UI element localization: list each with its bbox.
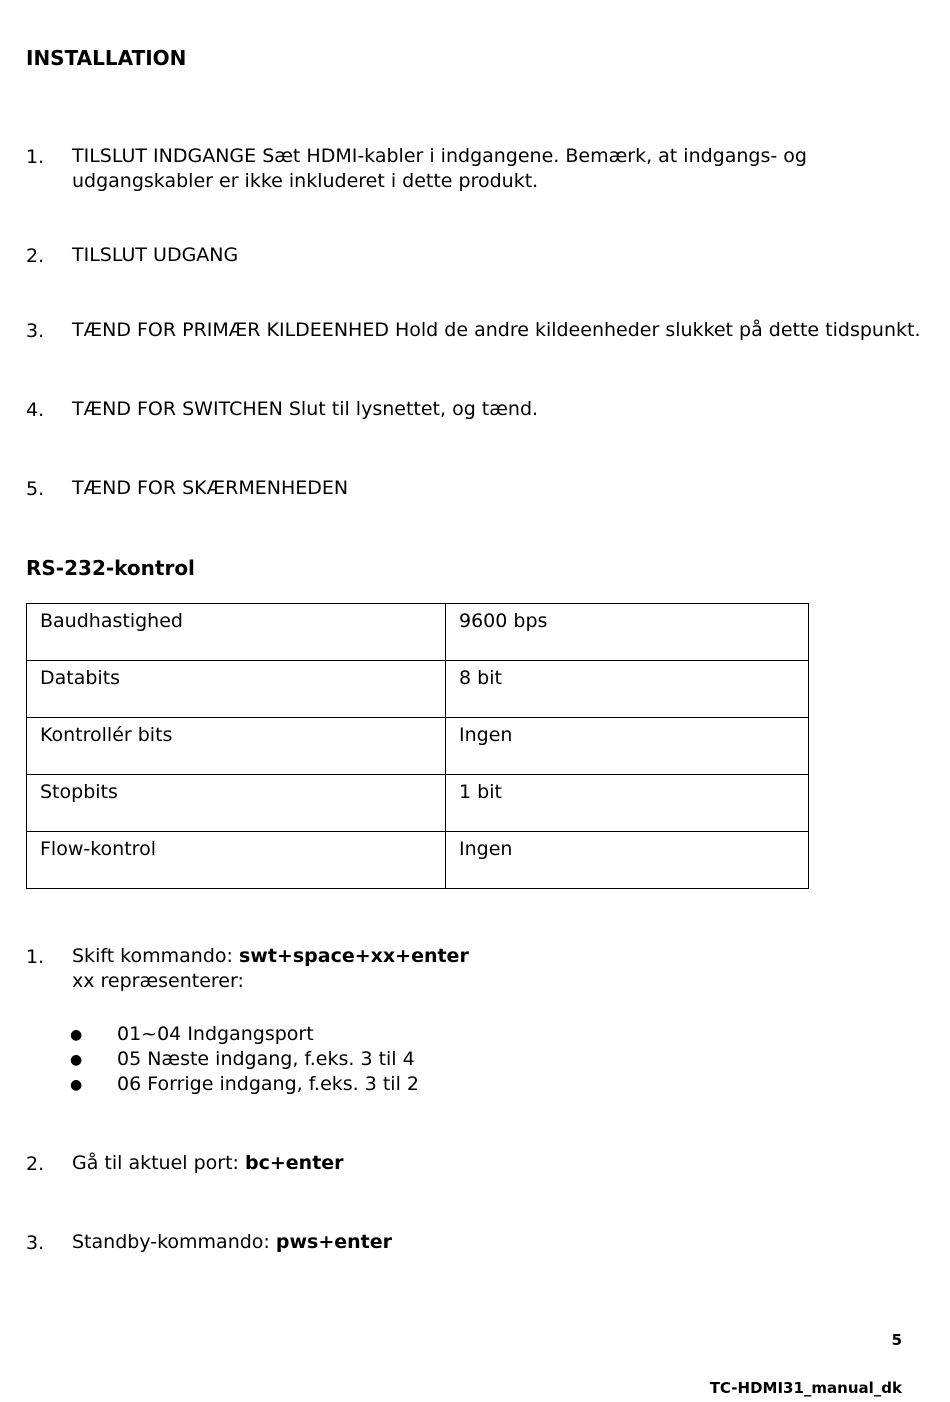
- step-number: 2.: [26, 245, 45, 267]
- bullet-icon: ●: [70, 1077, 83, 1093]
- command-subtext: xx repræsenterer:: [72, 970, 244, 992]
- step-text: TILSLUT UDGANG: [72, 244, 239, 266]
- step-number: 4.: [26, 399, 45, 421]
- step-text: TILSLUT INDGANGE Sæt HDMI-kabler i indgangene. Bemærk, at indgangs- og udgangskabler er ikke inkluderet i dette produkt.: [72, 145, 807, 192]
- bullet-icon: ●: [70, 1027, 83, 1043]
- setting-label: Kontrollér bits: [27, 718, 446, 775]
- step-text: TÆND FOR SKÆRMENHEDEN: [72, 477, 349, 499]
- command-item: [72, 1151, 344, 1176]
- step-text: TÆND FOR PRIMÆR KILDEENHED Hold de andre kildeenheder slukket på dette tidspunkt.: [72, 319, 921, 341]
- command-number: 1.: [26, 946, 45, 968]
- table-row: [27, 718, 809, 775]
- table-row: [27, 832, 809, 889]
- setting-value: 1 bit: [446, 775, 809, 832]
- setting-value: 9600 bps: [446, 604, 809, 661]
- rs232-heading: RS-232-kontrol: [26, 556, 195, 580]
- command-number: 2.: [26, 1153, 45, 1175]
- command-item: [72, 1230, 392, 1255]
- step-number: 3.: [26, 320, 45, 342]
- table-row: [27, 604, 809, 661]
- step-text: TÆND FOR SWITCHEN Slut til lysnettet, og tænd.: [72, 398, 539, 420]
- bullet-icon: ●: [70, 1052, 83, 1068]
- step-number: 1.: [26, 146, 45, 168]
- command-label: Skift kommando:: [72, 945, 239, 967]
- setting-value: Ingen: [446, 832, 809, 889]
- command-code: bc+enter: [245, 1152, 344, 1174]
- step-number: 5.: [26, 478, 45, 500]
- command-code: swt+space+xx+enter: [238, 945, 469, 967]
- setting-value: Ingen: [446, 718, 809, 775]
- setting-label: Databits: [27, 661, 446, 718]
- setting-label: Flow-kontrol: [27, 832, 446, 889]
- setting-label: Stopbits: [27, 775, 446, 832]
- command-number: 3.: [26, 1232, 45, 1254]
- command-label: Standby-kommando:: [72, 1231, 276, 1253]
- setting-value: 8 bit: [446, 661, 809, 718]
- page-number: 5: [891, 1331, 902, 1349]
- command-item: [72, 944, 469, 969]
- table-row: [27, 775, 809, 832]
- bullet-item: 06 Forrige indgang, f.eks. 3 til 2: [117, 1073, 419, 1095]
- table-row: [27, 661, 809, 718]
- setting-label: Baudhastighed: [27, 604, 446, 661]
- bullet-item: 01~04 Indgangsport: [117, 1023, 314, 1045]
- installation-heading: INSTALLATION: [26, 46, 187, 70]
- rs232-settings-table: [26, 603, 809, 889]
- command-code: pws+enter: [275, 1231, 393, 1253]
- bullet-item: 05 Næste indgang, f.eks. 3 til 4: [117, 1048, 415, 1070]
- footer-document-id: TC-HDMI31_manual_dk: [709, 1379, 902, 1397]
- command-label: Gå til aktuel port:: [72, 1152, 245, 1174]
